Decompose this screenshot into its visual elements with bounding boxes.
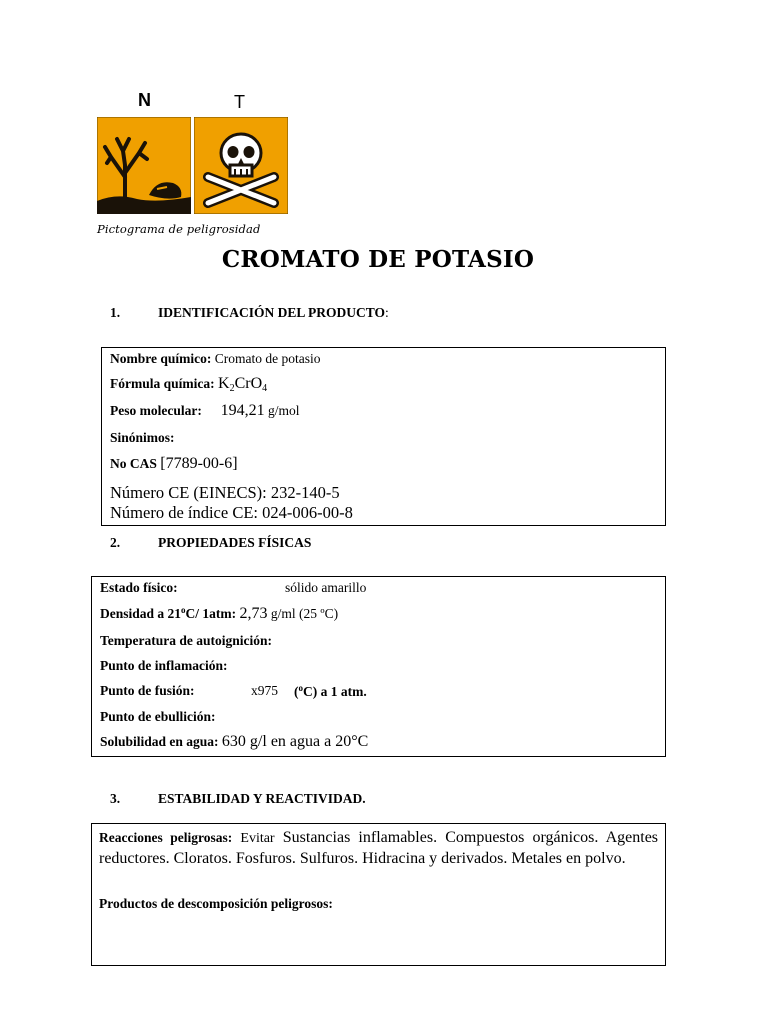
estado-fisico-row xyxy=(100,580,367,596)
section-number: 3. xyxy=(110,791,121,806)
degree-superscript: o xyxy=(181,605,186,615)
identification-box xyxy=(101,347,666,526)
field-unit: g/mol xyxy=(264,403,300,418)
field-label: Fórmula química: xyxy=(110,376,215,391)
section-number: 2. xyxy=(110,535,121,550)
stability-reactivity-box xyxy=(91,823,666,966)
field-label: Punto de ebullición: xyxy=(100,709,216,724)
field-value: Cromato de potasio xyxy=(211,351,321,366)
densidad-row xyxy=(100,605,338,623)
formula-value xyxy=(218,375,267,392)
formula-subscript: 4 xyxy=(262,383,268,394)
field-label: Densidad a 21 xyxy=(100,606,182,621)
field-label: Sinónimos: xyxy=(110,430,175,445)
solubilidad-row xyxy=(100,733,368,751)
section-title: IDENTIFICACIÓN DEL PRODUCTO xyxy=(158,305,386,320)
peso-molecular-row xyxy=(110,402,299,420)
field-value: x975 xyxy=(251,683,278,698)
field-label: Reacciones peligrosas: xyxy=(99,830,233,845)
field-unit: C) a 1 atm. xyxy=(303,684,367,699)
fusion-row xyxy=(100,683,367,699)
field-label: C/ 1atm: xyxy=(185,606,237,621)
field-unit: g/ml (25 ºC) xyxy=(267,606,339,621)
fusion-unit xyxy=(294,683,367,700)
section-title: ESTABILIDAD Y REACTIVIDAD. xyxy=(158,791,366,806)
cas-row xyxy=(110,455,238,473)
section-3-heading xyxy=(110,791,510,811)
formula-part: K xyxy=(218,375,230,392)
field-value: [7789-00-6] xyxy=(160,455,238,472)
inflamacion-row xyxy=(100,658,228,674)
formula-subscript: 2 xyxy=(229,383,235,394)
field-label: Productos de descomposición peligrosos: xyxy=(99,896,333,911)
pictogram-n-letter: N xyxy=(138,90,151,110)
section-title-colon: : xyxy=(385,305,389,320)
pictogram-t-letter: T xyxy=(234,92,245,112)
field-label: Nombre químico: xyxy=(110,351,212,366)
field-unit: ( xyxy=(294,684,299,699)
section-title: PROPIEDADES FÍSICAS xyxy=(158,535,312,550)
field-label: No CAS xyxy=(110,456,157,471)
numero-ce-row: Número CE (EINECS): 232-140-5 xyxy=(110,483,340,502)
document-title: CROMATO DE POTASIO xyxy=(221,246,535,273)
formula-part: CrO xyxy=(234,375,263,392)
toxic-skull-icon xyxy=(194,117,288,214)
sinonimos-row xyxy=(110,430,175,446)
field-label: Peso molecular: xyxy=(110,403,202,418)
formula-quimica-row xyxy=(110,375,267,394)
productos-descomposicion-row xyxy=(99,896,333,912)
field-label: Solubilidad en agua: xyxy=(100,734,219,749)
nombre-quimico-row xyxy=(110,351,320,367)
field-value: 630 g/l en agua a 20°C xyxy=(221,733,369,750)
field-label: Punto de inflamación: xyxy=(100,658,228,673)
degree-superscript: o xyxy=(298,683,303,693)
physical-properties-box xyxy=(91,576,666,757)
avoid-word: Evitar xyxy=(240,831,275,846)
field-value: Sustancias inflamables. Compuestos orgánicos. Agentes reductores. Cloratos. Fosfuros. Sulfuros. Hidracina y derivados. Metales en polvo. xyxy=(99,829,659,867)
field-label: Punto de fusión: xyxy=(100,683,195,698)
section-number: 1. xyxy=(110,305,121,320)
reacciones-peligrosas-paragraph xyxy=(99,828,658,869)
environment-hazard-icon xyxy=(97,117,191,214)
ebullicion-row xyxy=(100,709,216,725)
field-label: Temperatura de autoignición: xyxy=(100,633,272,648)
autoignicion-row xyxy=(100,633,272,649)
section-1-heading xyxy=(110,305,510,325)
indice-ce-row: Número de índice CE: 024-006-00-8 xyxy=(110,503,353,522)
pictogram-caption: Pictograma de peligrosidad xyxy=(97,222,261,236)
field-label: Estado físico: xyxy=(100,580,178,595)
field-value: 194,21 xyxy=(220,402,265,419)
field-value: sólido amarillo xyxy=(285,580,367,595)
field-value: 2,73 xyxy=(239,605,268,622)
section-2-heading xyxy=(110,535,510,555)
